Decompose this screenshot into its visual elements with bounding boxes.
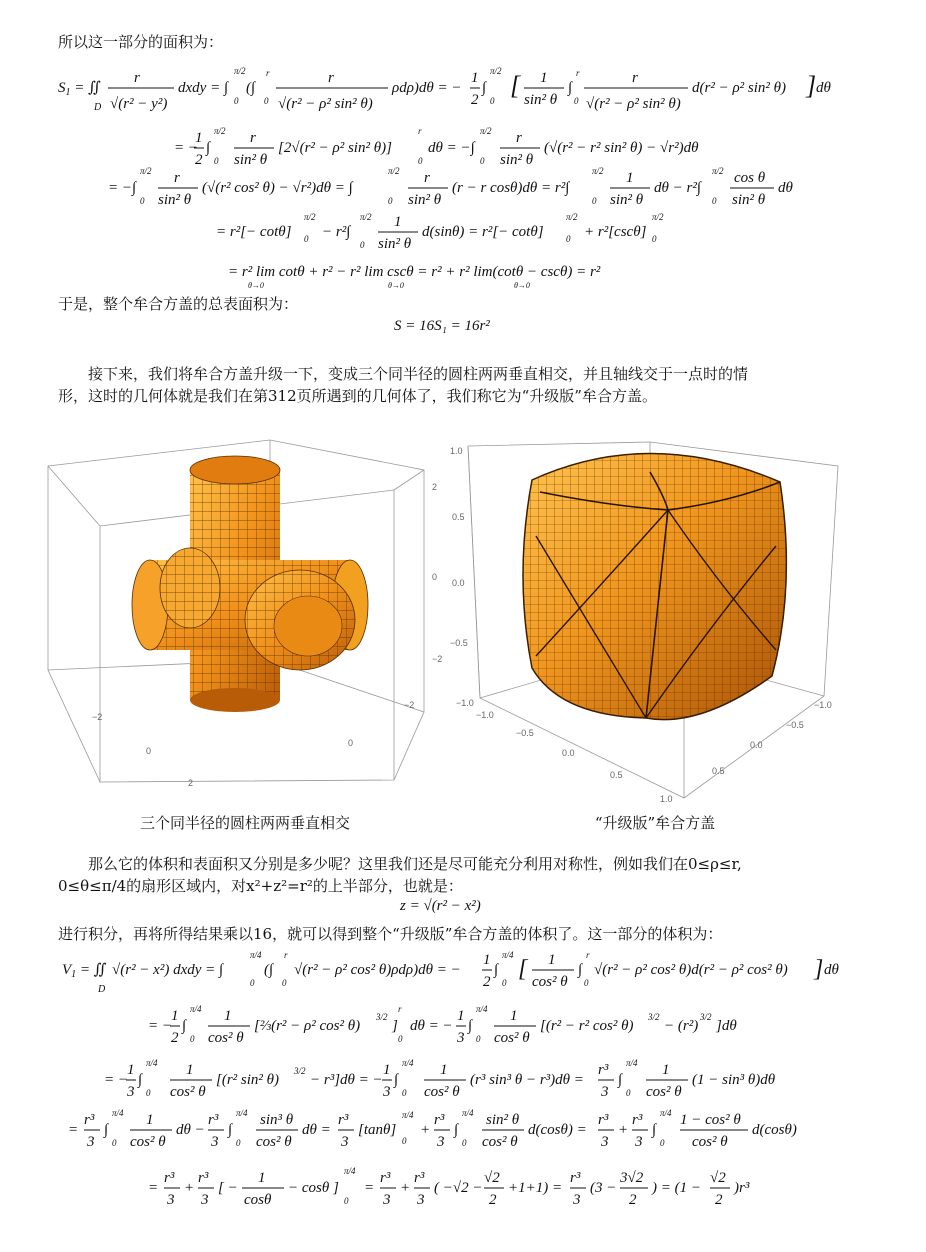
svg-text:sin² θ: sin² θ [486, 1112, 520, 1128]
svg-text:= −: = − [104, 1072, 128, 1088]
svg-text:r: r [174, 170, 180, 186]
svg-text:= r²[− cotθ]: = r²[− cotθ] [216, 224, 292, 240]
svg-text:0.0: 0.0 [562, 748, 575, 758]
svg-text:3: 3 [383, 1192, 391, 1208]
svg-text:0: 0 [502, 978, 507, 988]
svg-text:+: + [400, 1180, 411, 1196]
svg-text:]: ] [806, 71, 817, 100]
svg-text:dθ = −∫: dθ = −∫ [428, 140, 475, 156]
svg-text:π/2: π/2 [360, 212, 372, 222]
svg-text:r: r [586, 950, 590, 960]
caption-left: 三个同半径的圆柱两两垂直相交 [139, 814, 350, 832]
svg-text:3: 3 [457, 1030, 465, 1046]
svg-text:sin² θ: sin² θ [158, 192, 192, 208]
svg-text:1.0: 1.0 [450, 446, 463, 456]
svg-text:∫: ∫ [618, 1072, 623, 1088]
svg-text:r: r [424, 170, 430, 186]
svg-text:+: + [420, 1122, 431, 1138]
svg-text:]: ] [814, 956, 824, 982]
svg-text:[: [ [518, 956, 528, 982]
svg-text:1: 1 [146, 1112, 154, 1128]
svg-text:3: 3 [383, 1084, 391, 1100]
svg-text:0: 0 [652, 234, 657, 244]
svg-text:π/4: π/4 [660, 1108, 672, 1118]
svg-text:[tanθ]: [tanθ] [358, 1122, 397, 1138]
svg-text:2: 2 [483, 974, 491, 990]
svg-text:∫: ∫ [206, 140, 211, 156]
svg-text:D: D [98, 984, 106, 995]
paragraph-upgrade-line1: 接下来，我们将牟合方盖升级一下，变成三个同半径的圆柱两两垂直相交，并且轴线交于一点时的情 [88, 365, 749, 383]
svg-text:1: 1 [483, 952, 491, 968]
svg-text:− (r²): − (r²) [664, 1018, 699, 1034]
svg-text:π/4: π/4 [112, 1108, 124, 1118]
svg-text:∫: ∫ [394, 1072, 399, 1088]
svg-text:r: r [398, 1004, 402, 1014]
svg-text:0: 0 [566, 234, 571, 244]
svg-text:r³: r³ [598, 1062, 609, 1078]
svg-text:3: 3 [573, 1192, 581, 1208]
svg-text:π/2: π/2 [140, 166, 152, 176]
svg-text:∫: ∫ [494, 962, 499, 978]
svg-text:(3 −: (3 − [590, 1180, 617, 1196]
svg-text:r³: r³ [598, 1112, 609, 1128]
svg-text:π/4: π/4 [236, 1108, 248, 1118]
svg-text:π/2: π/2 [304, 212, 316, 222]
svg-text:0: 0 [282, 978, 287, 988]
svg-text:r³: r³ [380, 1170, 391, 1186]
svg-text:3: 3 [127, 1084, 135, 1100]
svg-text:0: 0 [388, 196, 393, 206]
svg-text:0: 0 [626, 1088, 631, 1098]
svg-text:r: r [328, 70, 334, 86]
svg-text:r: r [266, 68, 270, 78]
svg-text:[(r² sin² θ): [(r² sin² θ) [216, 1072, 280, 1088]
svg-text:[⅔(r² − ρ² cos² θ): [⅔(r² − ρ² cos² θ) [254, 1018, 361, 1034]
svg-text:dθ = −: dθ = − [410, 1018, 453, 1034]
svg-text:r³: r³ [338, 1112, 349, 1128]
svg-text:0: 0 [660, 1138, 665, 1148]
svg-text:2: 2 [171, 1030, 179, 1046]
svg-text:0.5: 0.5 [712, 766, 725, 776]
svg-text:0: 0 [344, 1196, 349, 1206]
svg-text:π/4: π/4 [502, 950, 514, 960]
svg-text:cos² θ: cos² θ [482, 1134, 518, 1150]
svg-text:0: 0 [592, 196, 597, 206]
svg-text:r: r [134, 70, 140, 86]
total-area-equation: S = 16S₁ = 16r² [394, 318, 490, 334]
svg-text:0.5: 0.5 [452, 512, 465, 522]
svg-text:[: [ [510, 71, 521, 100]
svg-text:cos² θ: cos² θ [692, 1134, 728, 1150]
paragraph-volume-line2: 0≤θ≤π/4的扇形区域内，对x²+z²=r²的上半部分，也就是： [58, 877, 463, 895]
svg-text:]dθ: ]dθ [716, 1018, 737, 1034]
svg-text:0: 0 [250, 978, 255, 988]
svg-text:0: 0 [214, 156, 219, 166]
svg-text:0: 0 [304, 234, 309, 244]
svg-text:−1.0: −1.0 [476, 710, 494, 720]
svg-text:1: 1 [457, 1008, 465, 1024]
svg-text:∫: ∫ [578, 962, 583, 978]
svg-text:1: 1 [510, 1008, 518, 1024]
svg-text:π/2: π/2 [490, 66, 502, 76]
svg-text:r³: r³ [198, 1170, 209, 1186]
svg-text:1: 1 [626, 170, 634, 186]
svg-text:=: = [68, 1122, 79, 1138]
svg-text:= −∫: = −∫ [108, 180, 137, 196]
svg-text:1: 1 [440, 1062, 448, 1078]
svg-text:3: 3 [635, 1134, 643, 1150]
svg-text:π/4: π/4 [402, 1110, 414, 1120]
svg-text:2: 2 [471, 92, 479, 108]
svg-text:3: 3 [437, 1134, 445, 1150]
svg-text:0: 0 [432, 572, 438, 582]
svg-text:0: 0 [584, 978, 589, 988]
svg-text:= r² lim cotθ + r² − r² lim cs: = r² lim cotθ + r² − r² lim cscθ = r² + r² lim(cotθ − cscθ) = r² [228, 264, 601, 280]
svg-text:0: 0 [348, 738, 354, 748]
svg-text:+ r²[cscθ]: + r²[cscθ] [584, 224, 647, 240]
svg-text:0: 0 [236, 1138, 241, 1148]
svg-text:r: r [418, 126, 422, 136]
v1-derivation [58, 948, 868, 1238]
svg-text:π/4: π/4 [402, 1058, 414, 1068]
svg-text:cos² θ: cos² θ [532, 974, 568, 990]
svg-text:sin² θ: sin² θ [234, 152, 268, 168]
svg-text:√2: √2 [484, 1170, 500, 1186]
svg-text:0: 0 [146, 746, 152, 756]
figure-upgraded-mouhefanggai [450, 436, 850, 806]
svg-text:r³: r³ [434, 1112, 445, 1128]
svg-text:D: D [94, 102, 102, 113]
svg-text:dθ −: dθ − [176, 1122, 205, 1138]
svg-text:0: 0 [418, 156, 423, 166]
svg-text:3: 3 [87, 1134, 95, 1150]
svg-text:2: 2 [432, 482, 438, 492]
svg-text:3: 3 [601, 1084, 609, 1100]
svg-text:) = (1 −: ) = (1 − [652, 1180, 701, 1196]
svg-text:d(r² − ρ² sin² θ): d(r² − ρ² sin² θ) [692, 80, 787, 96]
svg-text:√2: √2 [710, 1170, 726, 1186]
svg-text:π/4: π/4 [250, 950, 262, 960]
svg-text:dθ: dθ [816, 80, 831, 96]
svg-text:π/2: π/2 [480, 126, 492, 136]
svg-text:π/4: π/4 [476, 1004, 488, 1014]
svg-text:r³: r³ [414, 1170, 425, 1186]
svg-text:(∫: (∫ [264, 962, 274, 978]
svg-text:1: 1 [171, 1008, 179, 1024]
svg-text:d(sinθ) = r²[− cotθ]: d(sinθ) = r²[− cotθ] [422, 224, 544, 240]
svg-text:cos² θ: cos² θ [424, 1084, 460, 1100]
svg-text:[2√(r² − ρ² sin² θ)]: [2√(r² − ρ² sin² θ)] [278, 140, 392, 156]
svg-text:dθ − r²∫: dθ − r²∫ [654, 180, 701, 196]
svg-text:3: 3 [211, 1134, 219, 1150]
svg-text:π/4: π/4 [146, 1058, 158, 1068]
svg-text:1.0: 1.0 [660, 794, 673, 804]
svg-text:(∫: (∫ [246, 80, 256, 96]
svg-text:∫: ∫ [138, 1072, 143, 1088]
total-area-intro: 于是，整个牟合方盖的总表面积为： [58, 295, 299, 313]
figure-three-cylinders [40, 430, 460, 820]
svg-text:cos θ: cos θ [734, 170, 766, 186]
svg-text:+1+1) =: +1+1) = [508, 1180, 563, 1196]
svg-text:1: 1 [127, 1062, 135, 1078]
z-equation: z = √(r² − x²) [400, 898, 481, 914]
svg-text:3/2: 3/2 [376, 1012, 388, 1022]
svg-text:(r − r cosθ)dθ = r²∫: (r − r cosθ)dθ = r²∫ [452, 180, 570, 196]
svg-text:dθ: dθ [824, 962, 839, 978]
svg-text:d(cosθ): d(cosθ) [752, 1122, 797, 1138]
svg-text:cos² θ: cos² θ [130, 1134, 166, 1150]
svg-text:(1 − sin³ θ)dθ: (1 − sin³ θ)dθ [692, 1072, 776, 1088]
svg-text:3: 3 [417, 1192, 425, 1208]
svg-text:∫: ∫ [104, 1122, 109, 1138]
svg-text:=: = [364, 1180, 375, 1196]
svg-text:0.0: 0.0 [750, 740, 763, 750]
svg-text:3: 3 [167, 1192, 175, 1208]
svg-text:(√(r² cos² θ) − √r²)dθ = ∫: (√(r² cos² θ) − √r²)dθ = ∫ [202, 180, 353, 196]
svg-text:π/2: π/2 [214, 126, 226, 136]
svg-text:1: 1 [394, 214, 402, 230]
svg-text:√(r² − ρ² sin² θ): √(r² − ρ² sin² θ) [278, 96, 373, 112]
svg-text:dθ =: dθ = [302, 1122, 331, 1138]
svg-text:3: 3 [601, 1134, 609, 1150]
svg-text:0: 0 [712, 196, 717, 206]
svg-text:1: 1 [195, 130, 203, 146]
svg-text:cosθ: cosθ [244, 1192, 272, 1208]
svg-text:r: r [516, 130, 522, 146]
upgraded-solid [523, 453, 786, 719]
svg-text:∫: ∫ [228, 1122, 233, 1138]
svg-text:sin² θ: sin² θ [610, 192, 644, 208]
svg-text:− r³]dθ = −: − r³]dθ = − [310, 1072, 383, 1088]
svg-text:0: 0 [190, 1034, 195, 1044]
svg-text:0: 0 [140, 196, 145, 206]
svg-text:3/2: 3/2 [648, 1012, 660, 1022]
svg-text:√(r² − y²): √(r² − y²) [110, 96, 168, 112]
svg-text:[ −: [ − [218, 1180, 238, 1196]
svg-text:π/2: π/2 [652, 212, 664, 222]
svg-text:∫: ∫ [454, 1122, 459, 1138]
svg-text:cos² θ: cos² θ [494, 1030, 530, 1046]
svg-text:π/2: π/2 [566, 212, 578, 222]
svg-text:sin² θ: sin² θ [408, 192, 442, 208]
svg-text:π/4: π/4 [462, 1108, 474, 1118]
svg-text:0: 0 [480, 156, 485, 166]
svg-text:sin² θ: sin² θ [378, 236, 412, 252]
svg-text:0.0: 0.0 [452, 578, 465, 588]
svg-text:sin³ θ: sin³ θ [260, 1112, 294, 1128]
svg-text:3: 3 [341, 1134, 349, 1150]
svg-text:π/2: π/2 [712, 166, 724, 176]
svg-text:0: 0 [476, 1034, 481, 1044]
svg-text:cos² θ: cos² θ [256, 1134, 292, 1150]
svg-text:θ→0: θ→0 [388, 281, 404, 290]
svg-text:π/2: π/2 [592, 166, 604, 176]
svg-text:= −: = − [174, 140, 198, 156]
paragraph-upgrade-line2: 形，这时的几何体就是我们在第312页所遇到的几何体了，我们称它为“升级版”牟合方盖。 [58, 387, 657, 405]
svg-text:1: 1 [548, 952, 556, 968]
svg-text:∫: ∫ [652, 1122, 657, 1138]
svg-text:0: 0 [462, 1138, 467, 1148]
svg-text:r³: r³ [84, 1112, 95, 1128]
svg-text:−0.5: −0.5 [516, 728, 534, 738]
svg-text:√(r² − ρ² sin² θ): √(r² − ρ² sin² θ) [586, 96, 681, 112]
svg-text:)r³: )r³ [734, 1180, 750, 1196]
svg-text:cos² θ: cos² θ [170, 1084, 206, 1100]
svg-text:∫: ∫ [482, 80, 487, 96]
svg-text:−1.0: −1.0 [456, 698, 474, 708]
svg-text:3√2: 3√2 [620, 1170, 644, 1186]
svg-text:1: 1 [383, 1062, 391, 1078]
svg-text:r³: r³ [208, 1112, 219, 1128]
svg-text:−0.5: −0.5 [450, 638, 468, 648]
svg-text:1: 1 [662, 1062, 670, 1078]
svg-text:= −: = − [148, 1018, 172, 1034]
svg-text:−2: −2 [92, 712, 103, 722]
svg-text:2: 2 [715, 1192, 723, 1208]
svg-text:sin² θ: sin² θ [732, 192, 766, 208]
svg-text:0: 0 [112, 1138, 117, 1148]
svg-text:S1 = ∬: $S_1$ = ∬ [58, 80, 101, 98]
intro-text: 所以这一部分的面积为： [58, 33, 224, 51]
svg-text:θ→0: θ→0 [514, 281, 530, 290]
svg-text:+: + [618, 1122, 629, 1138]
svg-text:π/4: π/4 [344, 1166, 356, 1176]
svg-text:π/4: π/4 [626, 1058, 638, 1068]
svg-text:cos² θ: cos² θ [646, 1084, 682, 1100]
svg-text:d(cosθ) =: d(cosθ) = [528, 1122, 587, 1138]
svg-text:]: ] [392, 1018, 398, 1034]
svg-text:0: 0 [402, 1088, 407, 1098]
svg-text:√(r² − ρ² cos² θ)d(r² − ρ² cos: √(r² − ρ² cos² θ)d(r² − ρ² cos² θ) [594, 962, 788, 978]
svg-text:0: 0 [402, 1136, 407, 1146]
svg-text:0.5: 0.5 [610, 770, 623, 780]
svg-text:0: 0 [234, 96, 239, 106]
svg-text:3/2: 3/2 [294, 1066, 306, 1076]
svg-text:r: r [576, 68, 580, 78]
svg-text:∫: ∫ [182, 1018, 187, 1034]
s1-derivation [58, 58, 868, 292]
svg-text:1: 1 [471, 70, 479, 86]
svg-text:ρdρ)dθ = −: ρdρ)dθ = − [392, 80, 462, 96]
svg-text:∫: ∫ [468, 1018, 473, 1034]
svg-text:1: 1 [224, 1008, 232, 1024]
paragraph-integrate: 进行积分，再将所得结果乘以16，就可以得到整个“升级版”牟合方盖的体积了。这一部分的体积为： [58, 925, 723, 943]
svg-text:r³: r³ [164, 1170, 175, 1186]
svg-text:r³: r³ [570, 1170, 581, 1186]
svg-text:π/2: π/2 [234, 66, 246, 76]
svg-text:− cosθ ]: − cosθ ] [288, 1180, 339, 1196]
svg-text:θ→0: θ→0 [248, 281, 264, 290]
svg-text:0: 0 [490, 96, 495, 106]
svg-text:+: + [184, 1180, 195, 1196]
svg-text:sin² θ: sin² θ [500, 152, 534, 168]
svg-text:(√(r² − r² sin² θ) − √r²)dθ: (√(r² − r² sin² θ) − √r²)dθ [544, 140, 699, 156]
caption-right: “升级版”牟合方盖 [594, 814, 716, 832]
svg-text:r: r [632, 70, 638, 86]
svg-text:1: 1 [258, 1170, 266, 1186]
svg-text:V1 = ∬: $V_1$ = ∬ [62, 962, 107, 980]
svg-text:−1.0: −1.0 [814, 700, 832, 710]
svg-text:∫: ∫ [568, 80, 573, 96]
svg-text:0: 0 [398, 1034, 403, 1044]
svg-text:r: r [250, 130, 256, 146]
svg-text:− r²∫: − r²∫ [322, 224, 351, 240]
svg-text:sin² θ: sin² θ [524, 92, 558, 108]
svg-text:3: 3 [201, 1192, 209, 1208]
svg-text:π/2: π/2 [388, 166, 400, 176]
paragraph-volume-line1: 那么它的体积和表面积又分别是多少呢？这里我们还是尽可能充分利用对称性，例如我们在0≤ρ≤r, [88, 855, 742, 873]
svg-text:0: 0 [146, 1088, 151, 1098]
svg-text:( −√2 −: ( −√2 − [434, 1180, 483, 1196]
svg-text:√(r² − ρ² cos² θ)ρdρ)dθ = −: √(r² − ρ² cos² θ)ρdρ)dθ = − [294, 962, 461, 978]
svg-text:dxdy = ∫: dxdy = ∫ [178, 80, 229, 96]
svg-text:√(r² − x²) dxdy = ∫: √(r² − x²) dxdy = ∫ [112, 962, 224, 978]
svg-text:3/2: 3/2 [700, 1012, 712, 1022]
svg-text:(r³ sin³ θ − r³)dθ =: (r³ sin³ θ − r³)dθ = [470, 1072, 584, 1088]
svg-text:0: 0 [574, 96, 579, 106]
svg-text:0: 0 [360, 240, 365, 250]
svg-text:dθ: dθ [778, 180, 793, 196]
svg-text:2: 2 [489, 1192, 497, 1208]
svg-text:cos² θ: cos² θ [208, 1030, 244, 1046]
svg-text:π/4: π/4 [190, 1004, 202, 1014]
svg-text:1 − cos² θ: 1 − cos² θ [680, 1112, 741, 1128]
svg-text:=: = [148, 1180, 159, 1196]
svg-text:r: r [284, 950, 288, 960]
svg-text:2: 2 [188, 778, 194, 788]
svg-text:−2: −2 [404, 700, 415, 710]
svg-text:2: 2 [629, 1192, 637, 1208]
svg-text:[(r² − r² cos² θ): [(r² − r² cos² θ) [540, 1018, 634, 1034]
svg-text:0: 0 [264, 96, 269, 106]
svg-text:1: 1 [186, 1062, 194, 1078]
svg-text:r³: r³ [632, 1112, 643, 1128]
svg-text:1: 1 [540, 70, 548, 86]
svg-text:−2: −2 [432, 654, 443, 664]
svg-text:−0.5: −0.5 [786, 720, 804, 730]
svg-text:2: 2 [195, 152, 203, 168]
